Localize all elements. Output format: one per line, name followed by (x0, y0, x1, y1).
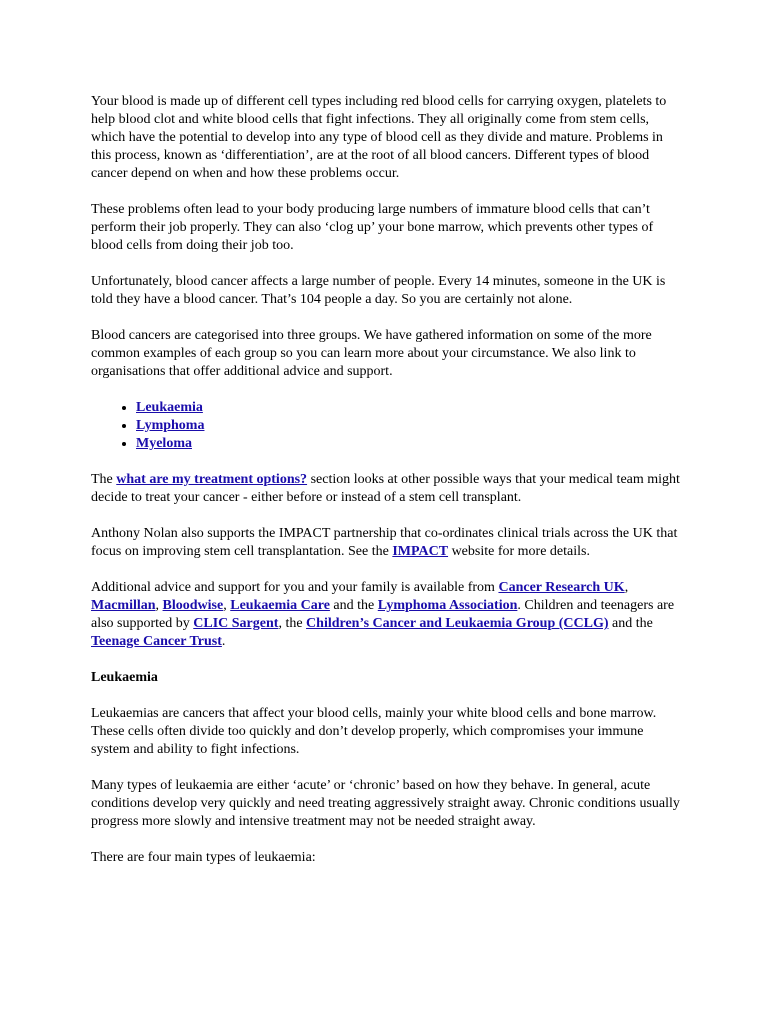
groups-paragraph: Blood cancers are categorised into three groups. We have gathered information on some of the more common examples of each group so you can learn more about your circumstance. We also link to organisations that offer additional advice and support. (91, 328, 652, 379)
cancer-research-uk-link[interactable]: Cancer Research UK (498, 580, 625, 595)
support-paragraph: Additional advice and support for you and your family is available from Cancer Research UK, Macmillan, Bloodwise, Leukaemia Care and the Lymphoma Association. Children and teenagers are also supported by CLIC Sargent, the Children’s Cancer and Leukaemia Group (CCLG) and the Teenage Cancer Trust. (91, 580, 675, 649)
clic-sargent-link[interactable]: CLIC Sargent (193, 616, 279, 631)
treatment-paragraph: The what are my treatment options? section looks at other possible ways that your medical team might decide to treat your cancer - either before or instead of a stem cell transplant. (91, 472, 680, 505)
leukaemia-link[interactable]: Leukaemia (136, 400, 203, 415)
treatment-options-link[interactable]: what are my treatment options? (116, 472, 308, 487)
myeloma-link[interactable]: Myeloma (136, 436, 192, 451)
intro-paragraph: Your blood is made up of different cell types including red blood cells for carrying oxygen, platelets to help blood clot and white blood cells that fight infections. They all originally come from stem cells, which have the potential to develop into any type of blood cell as they divide and mature. Problems in this process, known as ‘differentiation’, are at the root of all blood cancers. Different types of blood cancer depend on when and how these problems occur. (91, 94, 667, 181)
leukaemia-heading: Leukaemia (91, 670, 158, 685)
macmillan-link[interactable]: Macmillan (91, 598, 156, 613)
impact-paragraph: Anthony Nolan also supports the IMPACT partnership that co-ordinates clinical trials across the UK that focus on improving stem cell transplantation. See the IMPACT website for more details. (91, 526, 678, 559)
list-item (136, 435, 681, 453)
lymphoma-association-link[interactable]: Lymphoma Association (377, 598, 518, 613)
list-item (136, 399, 681, 417)
leukaemia-care-link[interactable]: Leukaemia Care (230, 598, 330, 613)
statistics-paragraph: Unfortunately, blood cancer affects a large number of people. Every 14 minutes, someone in the UK is told they have a blood cancer. That’s 104 people a day. So you are certainly not alone. (91, 274, 666, 307)
cclg-link[interactable]: Children’s Cancer and Leukaemia Group (CCLG) (306, 616, 609, 631)
problems-paragraph: These problems often lead to your body producing large numbers of immature blood cells that can’t perform their job properly. They can also ‘clog up’ your bone marrow, which prevents other types of blood cells from doing their job too. (91, 202, 654, 253)
lymphoma-link[interactable]: Lymphoma (136, 418, 205, 433)
teenage-cancer-trust-link[interactable]: Teenage Cancer Trust (91, 634, 222, 649)
list-item (136, 417, 681, 435)
leukaemia-intro-paragraph: Leukaemias are cancers that affect your blood cells, mainly your white blood cells and bone marrow. These cells often divide too quickly and don’t develop properly, which compromises your immune system and ability to fight infections. (91, 706, 657, 757)
acute-chronic-paragraph: Many types of leukaemia are either ‘acute’ or ‘chronic’ based on how they behave. In general, acute conditions develop very quickly and need treating aggressively straight away. Chronic conditions usually progress more slowly and intensive treatment may not be needed straight away. (91, 778, 680, 829)
bloodwise-link[interactable]: Bloodwise (162, 598, 224, 613)
impact-link[interactable]: IMPACT (392, 544, 449, 559)
leukaemia-types-paragraph: There are four main types of leukaemia: (91, 850, 316, 865)
blood-cancer-groups-list (91, 399, 681, 453)
document-body (91, 93, 681, 885)
